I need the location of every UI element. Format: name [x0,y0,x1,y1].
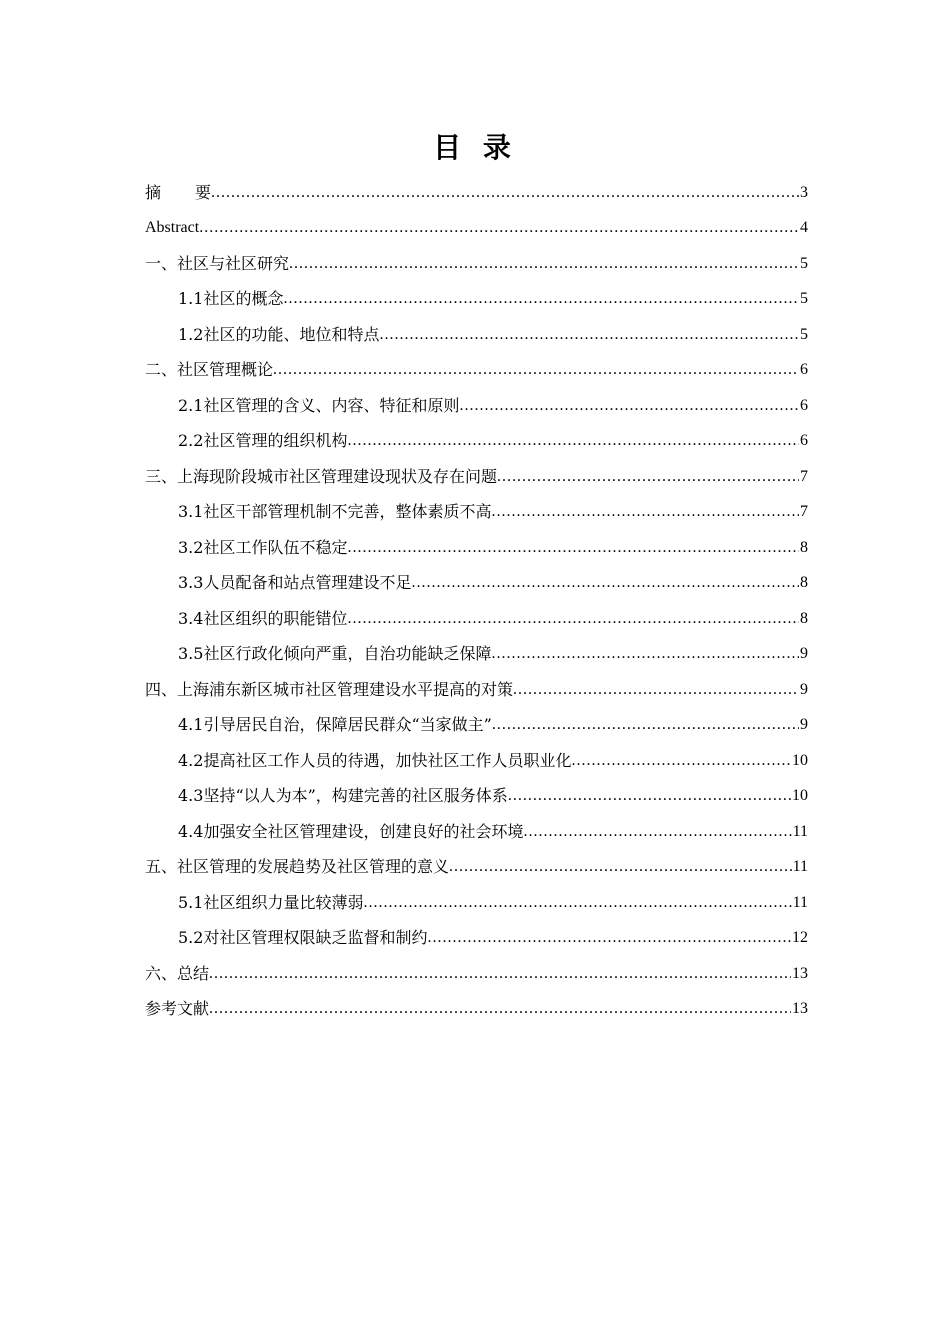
toc-dot-leader [289,253,799,275]
toc-entry-label: 5.1社区组织力量比较薄弱 [178,892,364,912]
toc-entry-label: 2.2社区管理的组织机构 [178,431,348,450]
toc-entry[interactable] [145,204,808,240]
toc-dot-leader [449,856,792,878]
toc-entry-page: 4 [800,219,808,236]
toc-entry-page: 9 [800,680,808,698]
toc-entry-label: 3.1社区干部管理机制不完善，整体素质不高 [178,502,492,521]
toc-entry-page: 5 [800,290,808,307]
toc-dot-leader [459,395,799,417]
toc-entry-label: 五、社区管理的发展趋势及社区管理的意义 [145,857,450,876]
toc-dot-leader [492,714,799,736]
toc-entry-label: 4.1引导居民自治，保障居民群众“当家做主” [178,715,492,734]
toc-entry[interactable] [145,736,808,772]
toc-entry-label: 二、社区管理概论 [145,360,274,379]
toc-entry-page: 6 [800,432,808,449]
toc-entry[interactable] [145,665,808,701]
toc-entry[interactable] [145,488,808,524]
toc-entry-page: 8 [800,574,808,591]
toc-entry-label: 3.4社区组织的职能错位 [178,608,348,628]
toc-entry-page: 8 [800,538,808,556]
toc-entry-label: 3.3人员配备和站点管理建设不足 [178,573,412,592]
toc-entry[interactable] [145,417,808,453]
toc-entry-page: 6 [800,396,808,414]
toc-dot-leader [209,998,791,1020]
toc-entry[interactable] [145,310,808,346]
toc-entry[interactable] [145,381,808,417]
toc-dot-leader [571,750,791,772]
toc-dot-leader [491,501,799,523]
toc-dot-leader [283,288,799,310]
toc-entry[interactable] [145,275,808,311]
toc-entry[interactable] [145,594,808,630]
toc-entry-label: 3.2社区工作队伍不稳定 [178,537,348,557]
toc-entry-page: 12 [792,929,808,946]
toc-entry[interactable] [145,772,808,808]
toc-dot-leader [491,643,799,665]
toc-dot-leader [211,182,799,204]
toc-dot-leader [363,892,791,914]
toc-entry-page: 11 [792,893,808,911]
toc-entry[interactable] [145,914,808,950]
toc-entry-page: 11 [792,858,808,875]
toc-entry-label: 4.3坚持“以人为本”，构建完善的社区服务体系 [178,786,508,805]
toc-dot-leader [497,466,799,488]
toc-dot-leader [199,217,799,239]
toc-dot-leader [273,359,799,381]
toc-entry-label: 1.2社区的功能、地位和特点 [178,324,380,344]
toc-entry[interactable] [145,346,808,382]
toc-entry-page: 3 [800,183,808,201]
toc-entry-label: 三、上海现阶段城市社区管理建设现状及存在问题 [145,466,498,486]
toc-entry-page: 7 [800,503,808,520]
toc-list [145,168,808,1020]
toc-entry-page: 10 [792,787,808,804]
toc-entry-page: 7 [800,467,808,485]
toc-entry-label: 4.4加强安全社区管理建设，创建良好的社会环境 [178,821,524,841]
toc-entry-page: 8 [800,609,808,627]
toc-dot-leader [379,324,799,346]
toc-entry-label: 六、总结 [145,963,210,983]
toc-entry-label: 4.2提高社区工作人员的待遇，加快社区工作人员职业化 [178,750,572,770]
toc-entry-page: 6 [800,361,808,378]
toc-entry[interactable] [145,701,808,737]
toc-entry-label: 摘 要 [145,182,212,202]
toc-entry[interactable] [145,559,808,595]
toc-entry[interactable] [145,630,808,666]
toc-entry-page: 13 [792,1000,808,1017]
toc-entry-label: 一、社区与社区研究 [145,253,290,273]
toc-entry-page: 13 [792,964,808,982]
toc-entry-page: 9 [800,645,808,662]
toc-entry-label: 3.5社区行政化倾向严重，自治功能缺乏保障 [178,644,492,663]
toc-entry-page: 11 [792,822,808,840]
toc-entry-page: 9 [800,716,808,733]
toc-entry[interactable] [145,985,808,1021]
toc-entry-label: 四、上海浦东新区城市社区管理建设水平提高的对策 [145,679,514,699]
toc-entry[interactable] [145,878,808,914]
toc-dot-leader [427,927,791,949]
toc-entry[interactable] [145,239,808,275]
toc-dot-leader [508,785,791,807]
toc-dot-leader [513,679,799,701]
toc-entry-label: 2.1社区管理的含义、内容、特征和原则 [178,395,460,415]
toc-dot-leader [523,821,791,843]
toc-dot-leader [347,608,799,630]
toc-entry[interactable] [145,843,808,879]
toc-entry-label: 5.2对社区管理权限缺乏监督和制约 [178,928,428,947]
toc-entry-page: 5 [800,325,808,343]
toc-entry-label: 参考文献 [145,999,210,1018]
toc-entry[interactable] [145,807,808,843]
toc-entry[interactable] [145,168,808,204]
toc-dot-leader [347,537,799,559]
toc-entry[interactable] [145,452,808,488]
toc-title: 目 录 [433,131,517,164]
toc-entry-page: 5 [800,254,808,272]
toc-dot-leader [347,430,799,452]
toc-entry[interactable] [145,949,808,985]
toc-dot-leader [209,963,791,985]
toc-entry-page: 10 [792,751,808,769]
toc-entry-label: 1.1社区的概念 [178,289,284,308]
toc-dot-leader [411,572,799,594]
toc-entry[interactable] [145,523,808,559]
toc-entry-label: Abstract [145,219,200,236]
